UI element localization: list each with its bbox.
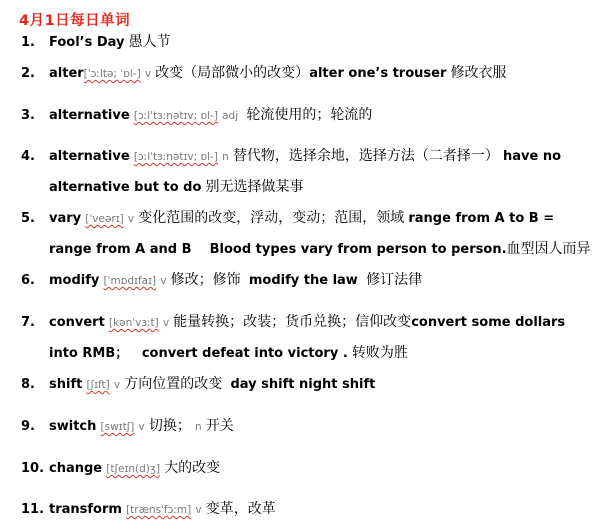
entry-example-cn: 转败为胜 xyxy=(351,345,408,361)
entry-phonetic: [kənˈvɜːt] xyxy=(108,317,159,329)
entry-5-continued xyxy=(49,240,591,259)
entry-pos: v xyxy=(160,275,167,287)
entry-2 xyxy=(21,64,507,83)
entry-phonetic: [ˈmɒdɪfaɪ] xyxy=(103,275,157,287)
entry-number: 10. xyxy=(21,461,45,476)
entry-pos: v xyxy=(127,213,135,225)
entry-5 xyxy=(21,209,554,228)
page-title: 4月1日每日单词 xyxy=(19,13,131,29)
entry-pos: adj xyxy=(222,110,239,122)
entry-example-cn: 血型因人而异 xyxy=(506,241,591,257)
entry-meaning: 轮流使用的；轮流的 xyxy=(246,107,373,123)
entry-example: convert some dollars xyxy=(411,315,566,330)
entry-pos: v xyxy=(138,421,145,433)
entry-phonetic: [ʃɪft] xyxy=(86,379,110,391)
entry-word: alternative xyxy=(49,108,130,123)
entry-phonetic: [ɔːlˈtɜːnətɪv; ɒl-] xyxy=(133,151,218,163)
entry-word: switch xyxy=(49,419,97,434)
entry-example-cn: 修改衣服 xyxy=(450,65,507,81)
entry-example-continued: alternative but to do xyxy=(49,180,202,195)
entry-pos: v xyxy=(113,379,121,391)
entry-word: modify xyxy=(49,273,100,288)
entry-8 xyxy=(21,375,375,394)
entry-word: Fool’s Day xyxy=(49,35,125,50)
entry-word: alter xyxy=(49,66,84,81)
entry-word: shift xyxy=(49,377,83,392)
entry-example-cn: 别无选择做某事 xyxy=(205,179,304,195)
entry-meaning: 能量转换；改装；货币兑换；信仰改变 xyxy=(173,314,412,330)
entry-6 xyxy=(21,271,422,290)
entry-number: 6. xyxy=(21,273,35,288)
entry-3 xyxy=(21,106,372,125)
entry-example: alter one’s trouser xyxy=(309,66,447,81)
entry-example: modify the law xyxy=(248,273,358,288)
entry-number: 2. xyxy=(21,66,35,81)
entry-10 xyxy=(21,459,220,478)
entry-meaning: 修改；修饰 xyxy=(170,272,241,288)
entry-pos: v xyxy=(162,317,170,329)
entry-number: 4. xyxy=(21,149,35,164)
entry-phonetic: [ˈveərɪ] xyxy=(85,213,124,225)
entry-4-continued xyxy=(49,178,304,197)
entry-number: 3. xyxy=(21,108,35,123)
entry-example: have no xyxy=(503,149,562,164)
entry-meaning: 变革，改革 xyxy=(205,501,276,517)
entry-meaning: 大的改变 xyxy=(164,460,221,476)
entry-pos-2: n xyxy=(194,421,202,433)
entry-phonetic: [tʃeɪn(d)ʒ] xyxy=(106,463,161,475)
entry-number: 1. xyxy=(21,35,35,50)
entry-4 xyxy=(21,147,561,166)
entry-meaning: 方向位置的改变 xyxy=(124,376,223,392)
entry-example-continued: range from A and B Blood types vary from person to person. xyxy=(49,242,507,257)
entry-number: 5. xyxy=(21,211,35,226)
entry-meaning: 变化范围的改变，浮动，变动；范围，领域 xyxy=(138,210,405,226)
entry-example-cn: 修订法律 xyxy=(366,272,423,288)
entry-1 xyxy=(21,33,171,52)
entry-9 xyxy=(21,417,234,436)
entry-phonetic: [ɔːlˈtɜːnətɪv; ɒl-] xyxy=(133,110,218,122)
entry-7-continued xyxy=(49,344,408,363)
entry-number: 9. xyxy=(21,419,35,434)
entry-meaning: 切换； xyxy=(148,418,191,434)
entry-meaning: 愚人节 xyxy=(128,34,171,50)
entry-pos: v xyxy=(144,68,152,80)
entry-example: day shift night shift xyxy=(230,377,376,392)
entry-number: 8. xyxy=(21,377,35,392)
entry-11 xyxy=(21,500,276,519)
entry-meaning-2: 开关 xyxy=(205,418,234,434)
entry-phonetic: [ˈɔːltə; ˈɒl-] xyxy=(83,68,141,80)
entry-word: alternative xyxy=(49,149,130,164)
entry-number: 11. xyxy=(21,502,45,517)
entry-example-continued: into RMB； convert defeat into victory . xyxy=(49,346,348,361)
entry-word: change xyxy=(49,461,103,476)
entry-pos: n xyxy=(222,151,229,163)
entry-example: range from A to B = xyxy=(408,211,555,226)
entry-phonetic: [swɪtʃ] xyxy=(100,421,135,433)
entry-word: vary xyxy=(49,211,82,226)
entry-phonetic: [trænsˈfɔːm] xyxy=(126,504,192,516)
entry-pos: v xyxy=(195,504,202,516)
entry-meaning: 改变（局部微小的改变） xyxy=(155,65,310,81)
entry-number: 7. xyxy=(21,315,35,330)
entry-meaning: 替代物，选择余地，选择方法（二者择一） xyxy=(232,148,499,164)
entry-7 xyxy=(21,313,565,332)
entry-word: transform xyxy=(49,502,122,517)
entry-word: convert xyxy=(49,315,105,330)
